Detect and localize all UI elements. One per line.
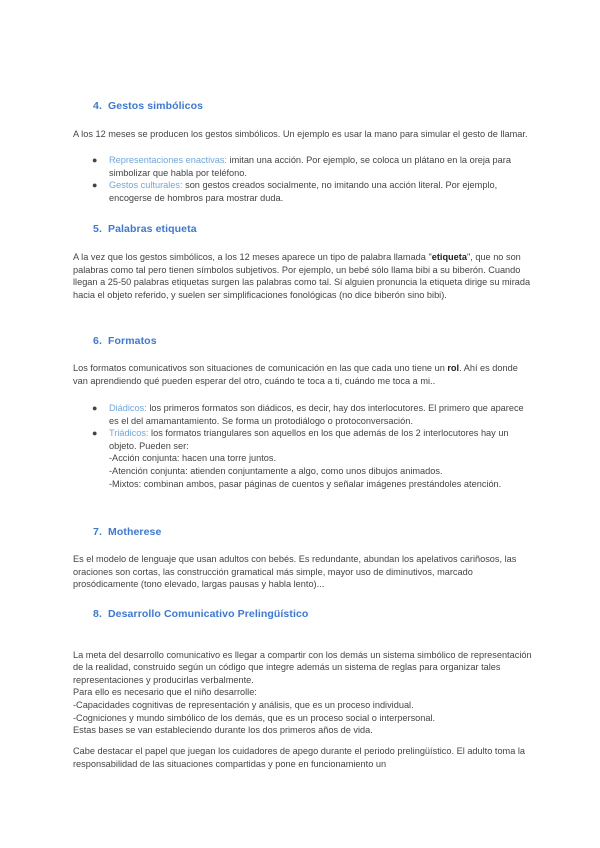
list-item: [93, 154, 533, 179]
term-text: son gestos creados socialmente, no imitando una acción literal. Por ejemplo, encogerse de hombros para mostrar duda.: [109, 180, 498, 203]
section-title: Gestos simbólicos: [108, 100, 204, 112]
section-6-paragraph: [73, 362, 533, 387]
section-4-heading: [93, 100, 203, 112]
list-item: [93, 179, 533, 204]
section-7-heading: [93, 526, 161, 538]
section-8-paragraph-2: [73, 745, 533, 770]
term-text: los primeros formatos son diádicos, es decir, hay dos interlocutores. El primero que aparece es el del amamantamiento. Se forma un protodiálogo o protoconversación.: [109, 403, 524, 426]
section-title: Palabras etiqueta: [108, 223, 197, 235]
section-title: Desarrollo Comunicativo Prelingüístico: [108, 608, 309, 620]
section-5-paragraph: [73, 251, 533, 301]
section-7-paragraph: [73, 553, 533, 591]
section-number: 7.: [93, 526, 102, 538]
section-6-heading: [93, 335, 157, 347]
text-run: Los formatos comunicativos son situaciones de comunicación en las que cada uno tiene un: [73, 363, 448, 373]
section-number: 4.: [93, 100, 102, 112]
paragraph: Cabe destacar el papel que juegan los cuidadores de apego durante el periodo prelingüístico. El adulto toma la responsabilidad de las situaciones compartidas y pone en funcionamiento un: [73, 746, 526, 769]
term: Representaciones enactivas:: [109, 155, 227, 165]
text-run: ", que no son palabras como tal pero tienen símbolos subjetivos. Por ejemplo, un bebé sólo llama bibi a su biberón. Cuando llegan a 25-50 palabras etiquetas surgen las palabras como tal. Si alguien pronuncia la etiqueta dirige su mirada hacia el objeto referido, y suelen ser simplificaciones fonológicas (no dice biberón sino bibi).: [73, 252, 531, 300]
bullet-icon: ●: [92, 180, 98, 191]
term: Diádicos:: [109, 403, 147, 413]
term: Triádicos:: [109, 428, 149, 439]
section-8-heading: [93, 608, 308, 620]
section-number: 5.: [93, 223, 102, 235]
paragraph: Es el modelo de lenguaje que usan adultos con bebés. Es redundante, abundan los apelativos cariñosos, las oraciones son cortas, las construcción gramatical más simple, mayor uso de diminutivos, marcado prosódicamente (tono elevado, largas pausas y habla lento)...: [73, 554, 517, 590]
paragraph: A los 12 meses se producen los gestos simbólicos. Un ejemplo es usar la mano para simular el gesto de llamar.: [73, 129, 528, 139]
list-item: [93, 427, 533, 490]
bullet-icon: ●: [92, 155, 98, 165]
paragraph: [73, 251, 533, 301]
section-title: Formatos: [108, 335, 157, 347]
section-5-heading: [93, 223, 197, 235]
section-4-list: [93, 154, 533, 204]
bold-term: rol: [447, 363, 460, 373]
section-number: 6.: [93, 335, 102, 347]
term-text: imitan una acción. Por ejemplo, se coloca un plátano en la oreja para simbolizar que habla por teléfono.: [109, 155, 511, 178]
term: Gestos culturales:: [109, 180, 183, 191]
section-8-paragraph-1: [73, 636, 533, 749]
paragraph: La meta del desarrollo comunicativo es llegar a compartir con los demás un sistema simbólico de representación de la realidad, construido según un código que integre además un sistema de reglas para organizar tales representaciones y producirlas verbalmente. Para ello es necesario que el niño desarrolle: -Capacidades cognitivas de representación y análisis, que es un proceso individual. -Cogniciones y mundo simbólico de los demás, que es un proceso social o interpersonal. Estas bases se van estableciendo durante los dos primeros años de vida.: [73, 649, 532, 736]
text-run: . Ahí es donde van aprendiendo qué pueden esperar del otro, cuándo te toca a ti, cuándo me toca a mi..: [73, 363, 518, 386]
list-item: [93, 402, 533, 427]
section-6-list: [93, 402, 533, 490]
section-title: Motherese: [108, 526, 162, 538]
bullet-icon: ●: [92, 403, 98, 413]
paragraph: [73, 362, 533, 387]
bullet-icon: ●: [92, 428, 98, 439]
text-run: A la vez que los gestos simbólicos, a los 12 meses aparece un tipo de palabra llamada ": [73, 252, 432, 262]
term-text: los formatos triangulares son aquellos en los que además de los 2 interlocutores hay un objeto. Pueden ser: -Acción conjunta: hacen una torre juntos. -Atención conjunta: atienden conjuntamente a algo, como unos dibujos animados. -Mixtos: combinan ambos, pasar páginas de cuentos y señalar imágenes prestándoles atención.: [109, 428, 509, 489]
section-4-intro: [73, 128, 533, 141]
bold-term: etiqueta: [431, 252, 467, 262]
section-number: 8.: [93, 608, 102, 620]
